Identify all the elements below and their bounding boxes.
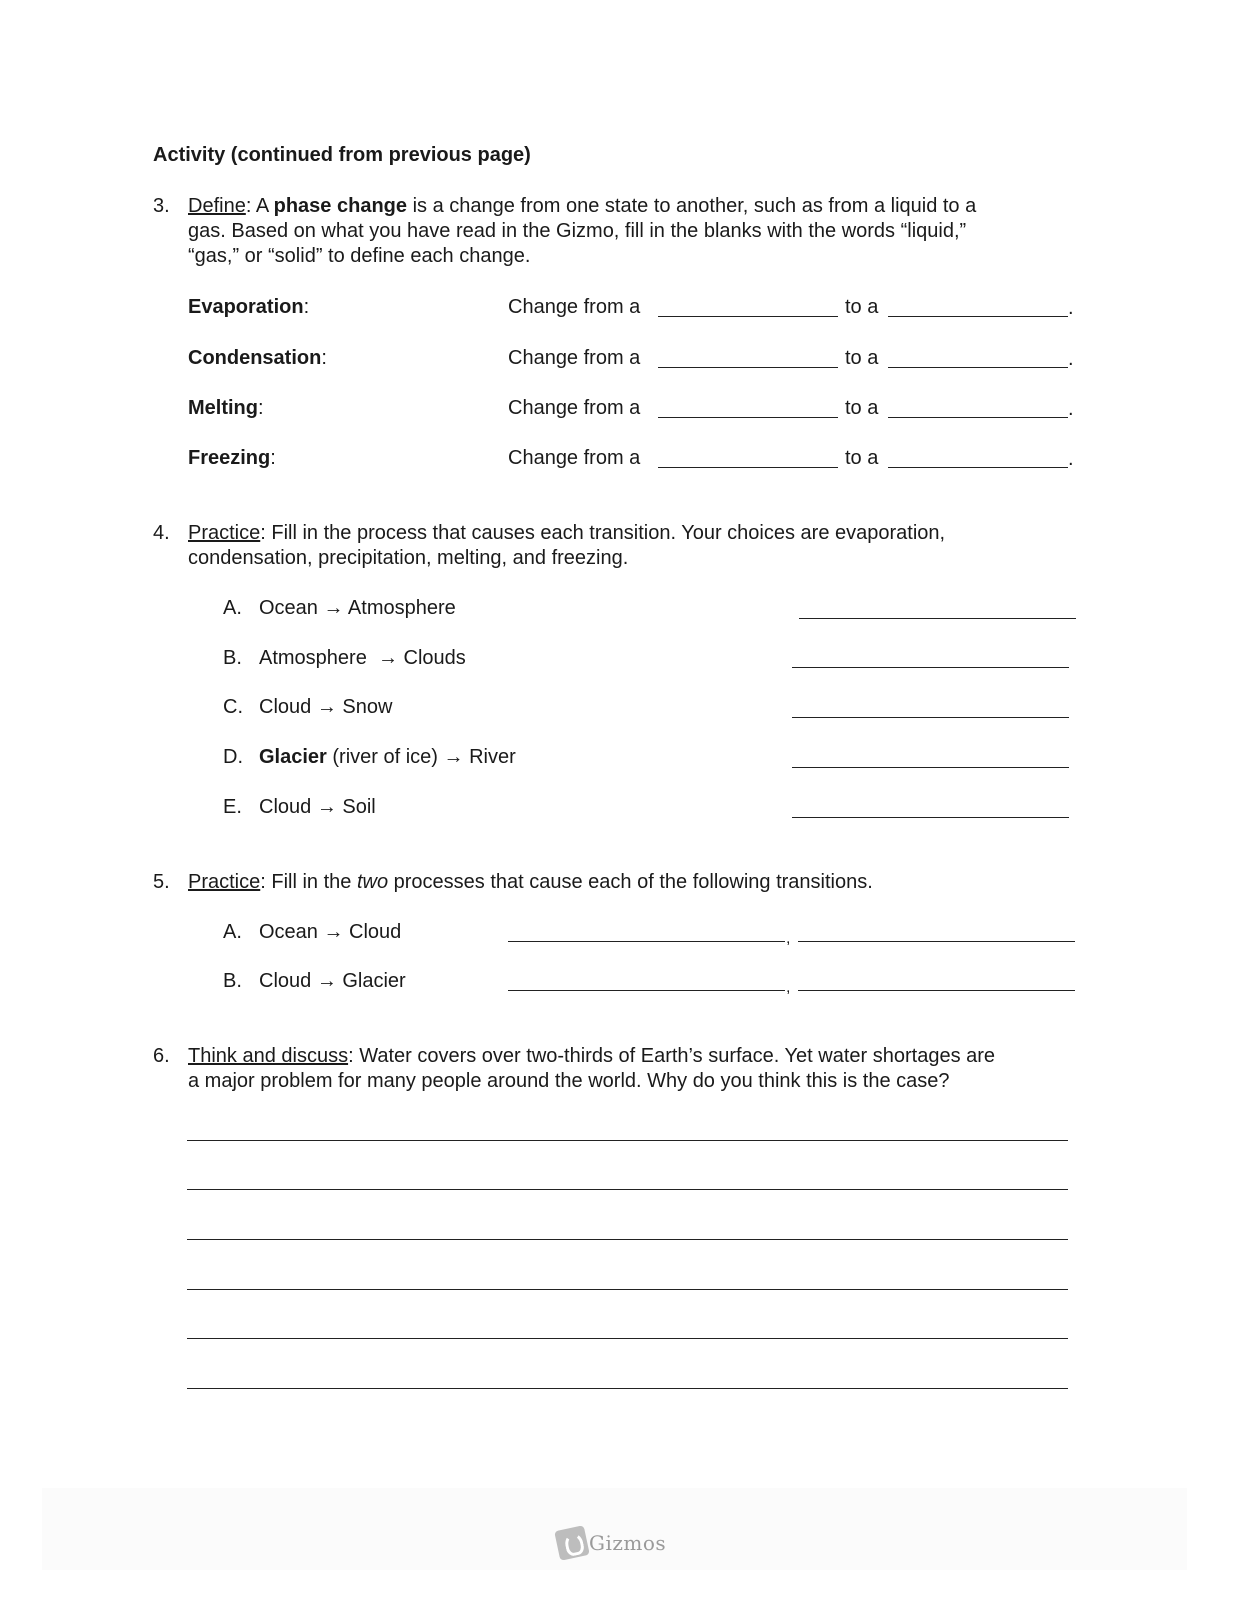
q4-item-text: Ocean → Atmosphere <box>259 597 456 619</box>
answer-blank[interactable] <box>658 467 838 468</box>
change-from-label: Change from a <box>508 296 641 318</box>
q3-row-colon: : <box>270 447 276 469</box>
q4-number: 4. <box>153 522 170 544</box>
answer-blank[interactable] <box>792 767 1069 768</box>
answer-blank[interactable] <box>888 417 1068 418</box>
answer-blank[interactable] <box>792 817 1069 818</box>
writing-line[interactable] <box>187 1289 1068 1290</box>
answer-blank[interactable] <box>799 618 1076 619</box>
q3-row-melting <box>188 396 264 420</box>
q3-row-condensation <box>188 346 327 370</box>
q4-item-letter: E. <box>223 796 242 818</box>
q6-line-2: a major problem for many people around the world. Why do you think this is the case? <box>188 1070 950 1092</box>
to-a-label: to a <box>845 347 879 369</box>
q6-line1-text: : Water covers over two-thirds of Earth’s surface. Yet water shortages are <box>348 1045 996 1067</box>
q3-row-term: Freezing <box>188 447 271 469</box>
period: . <box>1068 398 1074 420</box>
q4-item-letter: C. <box>223 696 243 718</box>
q4-item-bold: Glacier <box>259 746 327 768</box>
answer-blank[interactable] <box>792 667 1069 668</box>
q3-text-a: : A <box>245 195 274 217</box>
answer-blank[interactable] <box>508 941 785 942</box>
to-a-label: to a <box>845 447 879 469</box>
q3-row-colon: : <box>303 296 310 318</box>
q3-line-2: gas. Based on what you have read in the Gizmo, fill in the blanks with the words “liquid,” <box>188 220 967 242</box>
q4-line-2: condensation, precipitation, melting, and freezing. <box>188 547 629 569</box>
q5-item-letter: B. <box>223 970 242 992</box>
change-from-label: Change from a <box>508 447 641 469</box>
q4-label: Practice <box>188 522 261 544</box>
writing-line[interactable] <box>187 1239 1068 1240</box>
q4-item-text: Cloud → Soil <box>259 796 376 818</box>
q5-text-b: processes that cause each of the following transitions. <box>388 871 873 893</box>
gizmos-logo-icon <box>554 1525 590 1561</box>
q3-row-colon: : <box>321 347 327 369</box>
q3-line-1 <box>188 194 976 218</box>
q3-row-term: Condensation <box>188 347 322 369</box>
answer-blank[interactable] <box>658 367 838 368</box>
answer-blank[interactable] <box>888 367 1068 368</box>
change-from-label: Change from a <box>508 397 641 419</box>
to-a-label: to a <box>845 397 879 419</box>
q4-item-letter: D. <box>223 746 243 768</box>
writing-line[interactable] <box>187 1140 1068 1141</box>
answer-blank[interactable] <box>508 990 785 991</box>
q3-line1-rest: is a change from one state to another, such as from a liquid to a <box>407 195 977 217</box>
q4-item-rest: (river of ice) → River <box>326 746 516 768</box>
comma: , <box>786 979 791 996</box>
writing-line[interactable] <box>187 1189 1068 1190</box>
q3-number: 3. <box>153 195 170 217</box>
answer-blank[interactable] <box>798 990 1075 991</box>
q5-label: Practice <box>188 871 261 893</box>
answer-blank[interactable] <box>658 417 838 418</box>
answer-blank[interactable] <box>888 316 1068 317</box>
q3-row-term: Melting <box>188 397 258 419</box>
q3-row-term: Evaporation <box>188 296 304 318</box>
q4-line1-text: : Fill in the process that causes each transition. Your choices are evaporation, <box>260 522 946 544</box>
gizmos-logo <box>557 1528 666 1558</box>
answer-blank[interactable] <box>798 941 1075 942</box>
q5-item-text: Ocean → Cloud <box>259 921 402 943</box>
q5-italic: two <box>356 871 389 893</box>
q3-line-3: “gas,” or “solid” to define each change. <box>188 245 531 267</box>
q4-line-1 <box>188 521 945 545</box>
gizmos-logo-text: Gizmos <box>589 1531 667 1555</box>
period: . <box>1068 348 1074 370</box>
q4-item-letter: B. <box>223 647 242 669</box>
answer-blank[interactable] <box>658 316 838 317</box>
to-a-label: to a <box>845 296 879 318</box>
period: . <box>1068 297 1074 319</box>
q6-line-1 <box>188 1044 995 1068</box>
q5-text-a: : Fill in the <box>260 871 357 893</box>
comma: , <box>786 930 791 947</box>
q3-row-freezing <box>188 446 276 470</box>
q6-number: 6. <box>153 1045 170 1067</box>
q5-item-text: Cloud → Glacier <box>259 970 406 992</box>
answer-blank[interactable] <box>888 467 1068 468</box>
q4-item-letter: A. <box>223 597 242 619</box>
q3-label: Define <box>188 195 246 217</box>
answer-blank[interactable] <box>792 717 1069 718</box>
section-heading: Activity (continued from previous page) <box>153 144 531 166</box>
q3-row-evaporation <box>188 295 309 319</box>
q4-item-text: Atmosphere → Clouds <box>259 647 466 669</box>
q5-number: 5. <box>153 871 170 893</box>
q3-row-colon: : <box>258 397 264 419</box>
q4-item-text: Cloud → Snow <box>259 696 393 718</box>
change-from-label: Change from a <box>508 347 641 369</box>
q3-term: phase change <box>273 195 408 217</box>
q4-item-text <box>259 745 516 769</box>
writing-line[interactable] <box>187 1338 1068 1339</box>
q5-line-1 <box>188 870 873 894</box>
period: . <box>1068 448 1074 470</box>
q5-item-letter: A. <box>223 921 242 943</box>
q6-label: Think and discuss <box>188 1045 349 1067</box>
writing-line[interactable] <box>187 1388 1068 1389</box>
